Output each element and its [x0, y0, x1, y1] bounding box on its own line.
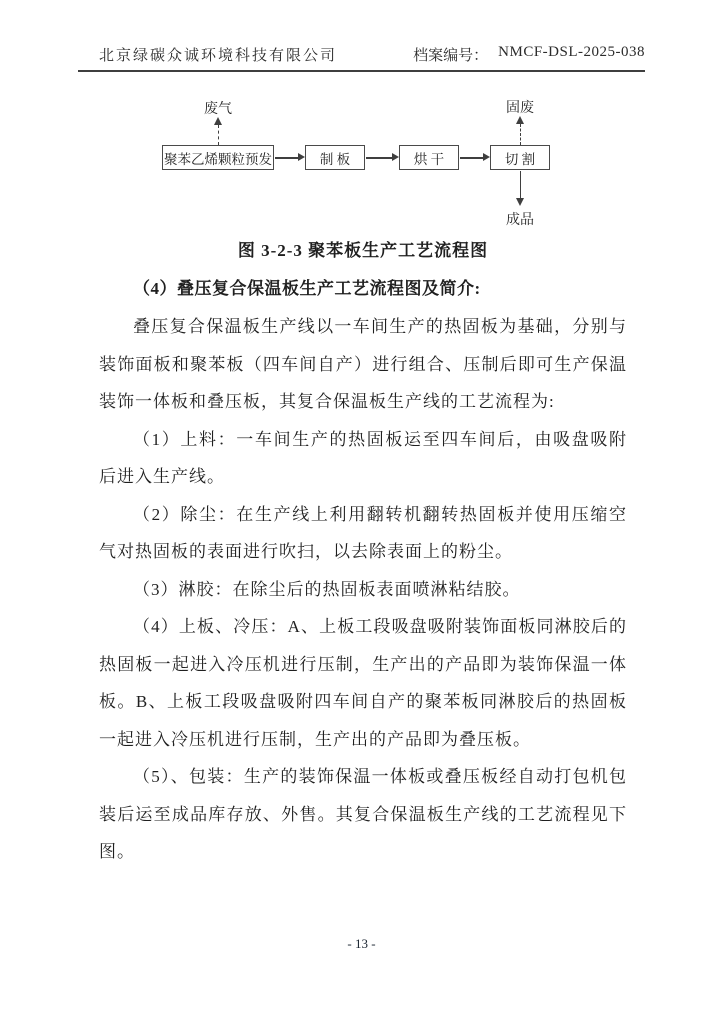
- arrow-right-line: [460, 157, 483, 159]
- product-label: 成品: [506, 213, 534, 228]
- company-name: 北京绿碳众诚环境科技有限公司: [99, 48, 338, 64]
- arrow-right-line: [275, 157, 299, 159]
- arrow-down-head-icon: [516, 198, 524, 206]
- paragraph-intro: 叠压复合保温板生产线以一车间生产的热固板为基础，分别与装饰面板和聚苯板（四车间自产）进行组合、压制后即可生产保温装饰一体板和叠压板，其复合保温板生产线的工艺流程为:: [99, 317, 627, 411]
- document-body: [99, 232, 627, 871]
- flow-box-cutting: 切 割: [490, 145, 550, 170]
- page-number: - 13 -: [347, 936, 376, 951]
- paragraph-step-5-packing: （5）、包装：生产的装饰保温一体板或叠压板经自动打包机包装后运至成品库存放、外售。其复合保温板生产线的工艺流程见下图。: [99, 767, 627, 861]
- arrow-right-line: [366, 157, 392, 159]
- dashed-arrow-up-head-icon: [214, 117, 222, 125]
- page-header: [78, 44, 645, 72]
- dashed-arrow-up-head-icon: [516, 116, 524, 124]
- arrow-down-line: [520, 171, 521, 198]
- flow-box-pre-expansion: 聚苯乙烯颗粒预发: [162, 145, 274, 170]
- archive-label: 档案编号：: [413, 48, 489, 64]
- paragraph-step-1-loading: （1）上料：一车间生产的热固板运至四车间后，由吸盘吸附后进入生产线。: [99, 429, 627, 486]
- paragraph-step-4-pressing: （4）上板、冷压：A、上板工段吸盘吸附装饰面板同淋胶后的热固板一起进入冷压机进行压制，生产出的产品即为装饰保温一体板。B、上板工段吸盘吸附四车间自产的聚苯板同淋胶后的热固板一起进入冷压机进行压制，生产出的产品即为叠压板。: [99, 617, 627, 749]
- arrow-right-head-icon: [298, 153, 305, 161]
- dashed-arrow-up-line: [520, 124, 521, 145]
- arrow-right-head-icon: [392, 153, 399, 161]
- arrow-right-head-icon: [483, 153, 490, 161]
- dashed-arrow-up-line: [218, 125, 219, 145]
- paragraph-step-3-glue: （3）淋胶：在除尘后的热固板表面喷淋粘结胶。: [133, 579, 521, 599]
- solid-waste-label: 固废: [506, 101, 534, 116]
- flow-box-drying: 烘 干: [399, 145, 459, 170]
- process-flowchart: [85, 95, 640, 235]
- figure-caption: 图 3-2-3 聚苯板生产工艺流程图: [237, 241, 489, 260]
- section-heading: （4）叠压复合保温板生产工艺流程图及简介:: [133, 279, 481, 298]
- flow-box-board-making: 制 板: [305, 145, 365, 170]
- archive-number-group: [413, 44, 645, 65]
- archive-number: NMCF-DSL-2025-038: [498, 44, 645, 60]
- waste-gas-label: 废气: [204, 102, 232, 117]
- paragraph-step-2-dedusting: （2）除尘：在生产线上利用翻转机翻转热固板并使用压缩空气对热固板的表面进行吹扫，以去除表面上的粉尘。: [99, 504, 627, 561]
